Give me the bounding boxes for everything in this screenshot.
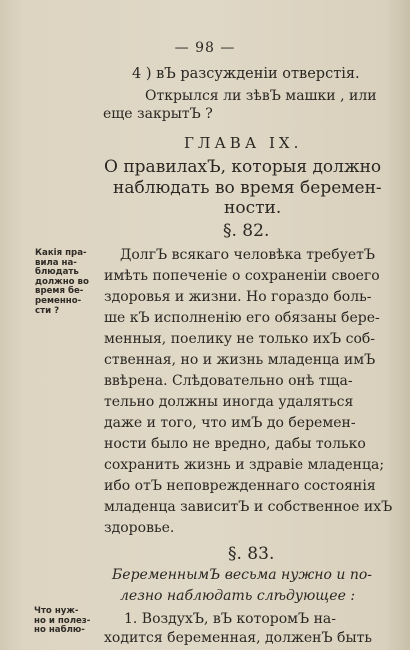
margin-note-2-line: Что нуж-: [34, 606, 79, 616]
margin-note-2: [34, 607, 90, 636]
margin-note-1-line: ременно-: [35, 295, 82, 306]
margin-note-1: [35, 249, 89, 316]
body-line: ности было не вредно, дабы только: [104, 436, 366, 452]
body-line: даже и того, что имЪ до беремен-: [104, 415, 356, 431]
body-line: менныя, поелику не только ихЪ соб-: [104, 331, 376, 347]
body-line: ввѣрена. Слѣдовательно онѣ тща-: [104, 373, 353, 389]
chapter-title-line-2: наблюдать во время беремен-: [113, 178, 382, 198]
body-line: здоровья и жизни. Но гораздо боль-: [104, 289, 372, 305]
section-83-intro-line: БеременнымЪ весьма нужно и по-: [112, 567, 373, 583]
body-line: ДолгЪ всякаго человѣка требуетЪ: [120, 247, 376, 263]
body-line: ственная, но и жизнь младенца имЪ: [104, 352, 376, 368]
body-line: имѣть попеченіе о сохраненіи своего: [104, 268, 380, 284]
margin-note-1-line: Какія пра-: [35, 248, 87, 258]
chapter-title-line-1: О правилахЪ, которыя должно: [104, 157, 382, 177]
item-1-line-2: ходится беременная, долженЪ быть: [104, 630, 372, 646]
margin-note-1-line: сти ?: [35, 305, 60, 316]
section-83-mark: §. 83.: [228, 544, 275, 564]
body-line: младенца зависитЪ и собственное ихЪ: [104, 499, 393, 515]
page-number-header: — 98 —: [174, 40, 236, 56]
margin-note-1-line: вила на-: [35, 257, 77, 268]
margin-note-1-line: время бе-: [35, 286, 84, 297]
chapter-heading: ГЛАВА IX.: [184, 134, 303, 152]
section-82-mark: §. 82.: [223, 221, 270, 241]
margin-note-1-line: должно во: [35, 276, 89, 287]
margin-note-2-line: но и полез-: [34, 615, 91, 626]
section-83-intro-line: лезно наблюдать слѣдующее :: [120, 588, 356, 604]
body-line: ибо отЪ неповрежденнаго состоянія: [104, 478, 376, 494]
item-1-line-1: 1. ВоздухЪ, вЪ которомЪ на-: [124, 611, 337, 627]
margin-note-2-line: но наблю-: [34, 625, 85, 636]
body-line: ше кЪ исполненію его обязаны бере-: [104, 310, 380, 326]
margin-note-1-line: блюдать: [35, 267, 79, 278]
top-line-3: еще закрытЪ ?: [103, 106, 213, 122]
chapter-title-line-3: ности.: [224, 198, 282, 218]
body-line: тельно должны иногда удаляться: [104, 394, 354, 410]
body-line: здоровье.: [104, 520, 175, 536]
top-line-1: 4 ) вЪ разсужденіи отверстія.: [132, 66, 360, 82]
body-line: сохранить жизнь и здравіе младенца;: [104, 457, 385, 473]
top-line-2: Открылся ли зѣвЪ машки , или: [145, 88, 377, 104]
